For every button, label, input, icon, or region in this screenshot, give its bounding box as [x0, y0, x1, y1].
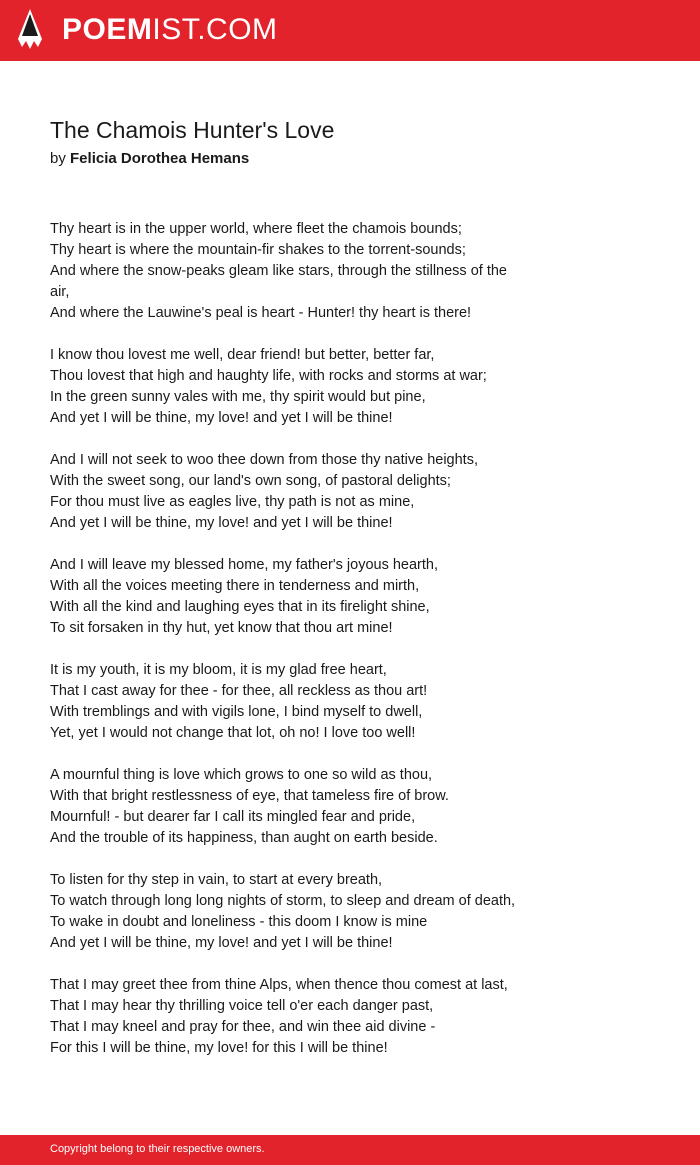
copyright-text: Copyright belong to their respective owners.	[50, 1143, 265, 1155]
poem-line: With all the voices meeting there in tenderness and mirth,	[50, 578, 420, 594]
poem-body	[50, 219, 570, 1080]
poem-line: And yet I will be thine, my love! and yet I will be thine!	[50, 515, 393, 531]
poem-line: And I will leave my blessed home, my father's joyous hearth,	[50, 557, 439, 573]
poem-line: air,	[50, 284, 70, 300]
stanza	[50, 450, 570, 534]
poem-line: With the sweet song, our land's own song, of pastoral delights;	[50, 473, 451, 489]
poem-line: To watch through long long nights of storm, to sleep and dream of death,	[50, 893, 516, 909]
poem-line: For thou must live as eagles live, thy path is not as mine,	[50, 494, 415, 510]
poem-title: The Chamois Hunter's Love	[50, 117, 335, 143]
poem-line: In the green sunny vales with me, thy spirit would but pine,	[50, 389, 426, 405]
poem-line: That I may greet thee from thine Alps, when thence thou comest at last,	[50, 977, 508, 993]
poem-line: To sit forsaken in thy hut, yet know that thou art mine!	[50, 620, 393, 636]
poem-line: That I cast away for thee - for thee, all reckless as thou art!	[50, 683, 428, 699]
poem-line: Thy heart is where the mountain-fir shakes to the torrent-sounds;	[50, 242, 466, 258]
stanza	[50, 219, 570, 324]
stanza	[50, 765, 570, 849]
poem-line: To wake in doubt and loneliness - this doom I know is mine	[50, 914, 428, 930]
poem-line: Mournful! - but dearer far I call its mingled fear and pride,	[50, 809, 416, 825]
poem-line: Yet, yet I would not change that lot, oh no! I love too well!	[50, 725, 416, 741]
byline	[50, 150, 249, 167]
poem-line: With tremblings and with vigils lone, I bind myself to dwell,	[50, 704, 423, 720]
pencil-tip-icon	[18, 9, 42, 51]
stanza	[50, 345, 570, 429]
poem-line: To listen for thy step in vain, to start at every breath,	[50, 872, 383, 888]
poem-line: That I may kneel and pray for thee, and win thee aid divine -	[50, 1019, 436, 1035]
poem-line: Thy heart is in the upper world, where fleet the chamois bounds;	[50, 221, 462, 237]
poem-line: And yet I will be thine, my love! and yet I will be thine!	[50, 410, 393, 426]
poem-line: And where the Lauwine's peal is heart - Hunter! thy heart is there!	[50, 305, 472, 321]
poem-line: It is my youth, it is my bloom, it is my glad free heart,	[50, 662, 387, 678]
stanza	[50, 975, 570, 1059]
poem-line: With all the kind and laughing eyes that in its firelight shine,	[50, 599, 430, 615]
by-label: by	[50, 150, 66, 167]
stanza	[50, 870, 570, 954]
poem-line: And yet I will be thine, my love! and yet I will be thine!	[50, 935, 393, 951]
poem-line: Thou lovest that high and haughty life, with rocks and storms at war;	[50, 368, 487, 384]
logo-light-text: IST.COM	[152, 13, 278, 46]
author-name: Felicia Dorothea Hemans	[70, 150, 250, 167]
poem-line: That I may hear thy thrilling voice tell o'er each danger past,	[50, 998, 434, 1014]
poem-line: For this I will be thine, my love! for this I will be thine!	[50, 1040, 388, 1056]
site-header	[0, 0, 700, 61]
poem-line: And I will not seek to woo thee down from those thy native heights,	[50, 452, 478, 468]
poem-line: A mournful thing is love which grows to one so wild as thou,	[50, 767, 433, 783]
site-logo[interactable]	[62, 12, 278, 48]
poem-line: I know thou lovest me well, dear friend! but better, better far,	[50, 347, 435, 363]
poem-line: And where the snow-peaks gleam like stars, through the stillness of the	[50, 263, 507, 279]
site-footer	[0, 1135, 700, 1165]
poem-line: With that bright restlessness of eye, that tameless fire of brow.	[50, 788, 449, 804]
stanza	[50, 660, 570, 744]
logo-bold-text: POEM	[62, 13, 153, 46]
poem-line: And the trouble of its happiness, than aught on earth beside.	[50, 830, 438, 846]
stanza	[50, 555, 570, 639]
